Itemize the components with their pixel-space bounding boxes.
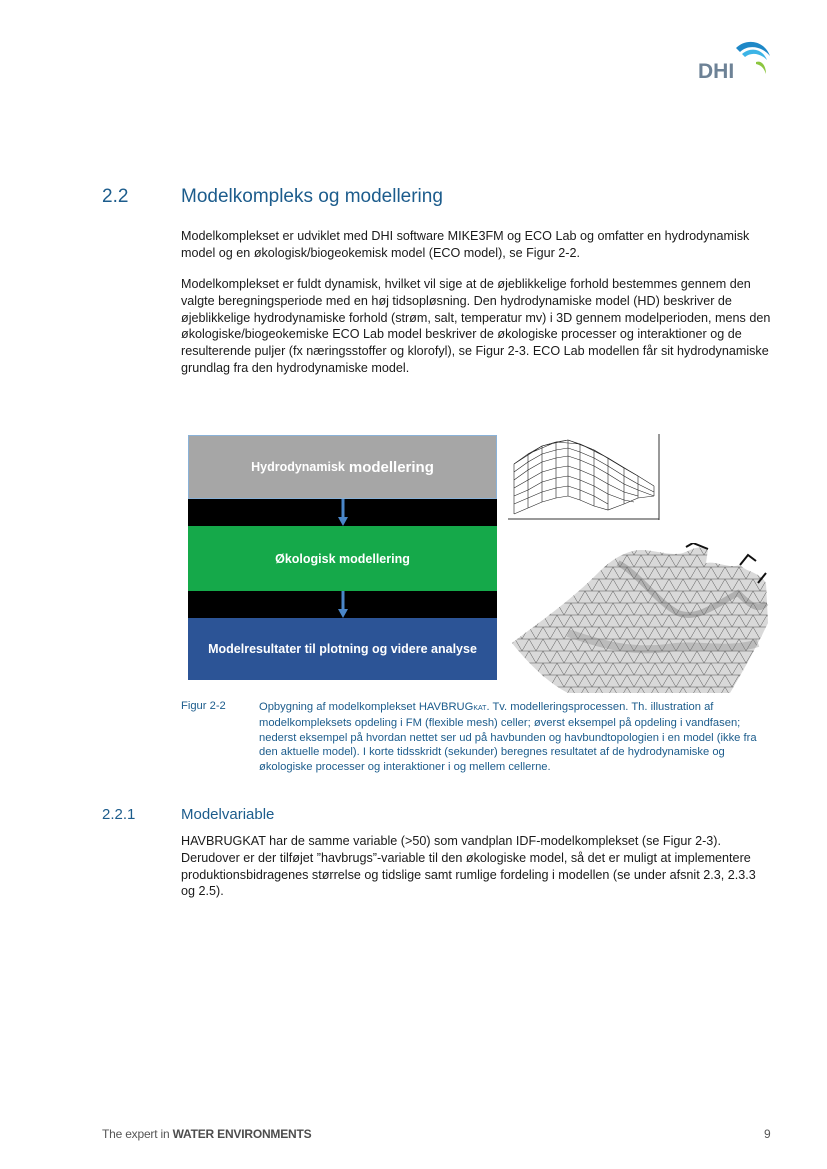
modelling-flow-diagram — [188, 435, 497, 680]
figure-caption — [259, 700, 775, 774]
section-number: 2.2 — [102, 186, 129, 207]
box-hydrodynamic — [188, 435, 497, 499]
arrow-down-icon — [338, 591, 348, 618]
caption-text-post: . Tv. modelleringsprocessen. Th. illustration af modelkompleksets opdeling i FM (flexible mesh) celler; øverst eksempel på opdeling i vandfasen; nederst eksempel på hvordan nettet ser ud på havbunden og havbundtopologien i en model (ikke fra den aktuelle model). I korte tidsskridt (sekunder) beregnes resultatet af de hydrodynamiske og økologiske processer og interaktioner i og mellem cellerne. — [259, 701, 757, 773]
logo-wave-light — [742, 50, 767, 60]
subsection-number: 2.2.1 — [102, 806, 136, 823]
caption-subscript: KAT — [473, 705, 487, 712]
paragraph-dynamics: Modelkomplekset er fuldt dynamisk, hvilket vil sige at de øjeblikkelige forhold bestemmes gennem den valgte beregningsperiode med en høj tidsopløsning. Den hydrodynamiske model (HD) beskriver de øjeblikkelige hydrodynamiske forhold (strøm, salt, temperatur mv) i 3D gennem modelperioden, mens den økologiske/biogeokemiske ECO Lab model beskriver de økologiske processer og interaktioner og de resulterende puljer (fx næringsstoffer og klorofyl), se Figur 2-3. ECO Lab modellen får sit hydrodynamiske grundlag fra den hydrodynamiske model. — [181, 277, 771, 375]
footer-tagline — [102, 1127, 311, 1141]
logo-wave-green — [756, 62, 766, 74]
subsection-title: Modelvariable — [181, 806, 275, 823]
box-hydrodynamic-label: Hydrodynamisk — [251, 460, 345, 474]
box-results: Modelresultater til plotning og videre analyse — [188, 618, 497, 680]
paragraph-intro: Modelkomplekset er udviklet med DHI software MIKE3FM og ECO Lab og omfatter en hydrodynamisk model og en økologisk/biogeokemisk model (ECO model), se Figur 2-2. — [181, 229, 750, 260]
arrow-down-icon — [338, 499, 348, 526]
water-column-mesh-illustration — [508, 434, 660, 520]
footer-tagline-pre: The expert in — [102, 1127, 170, 1141]
footer-tagline-bold: WATER ENVIRONMENTS — [172, 1127, 312, 1141]
logo-text: DHI — [698, 60, 735, 82]
seabed-mesh — [512, 547, 768, 693]
figure-label: Figur 2-2 — [181, 700, 226, 712]
seabed-mesh-illustration — [508, 543, 770, 693]
section-title: Modelkompleks og modellering — [181, 186, 443, 207]
page-number: 9 — [764, 1127, 771, 1141]
paragraph-model-variables: HAVBRUGKAT har de samme variable (>50) som vandplan IDF-modelkomplekset (se Figur 2-3). Derudover er der tilføjet ”havbrugs”-variable til den økologiske model, så det er muligt at implementere produktionsbidragenes størrelse og tidslige samt rumlige fordeling i modellen (se under afsnit 2.3, 2.3.3 og 2.5). — [181, 834, 756, 899]
box-hydrodynamic-label-big: modellering — [348, 458, 434, 476]
dhi-logo — [696, 38, 774, 82]
box-ecological: Økologisk modellering — [188, 526, 497, 591]
caption-text-pre: Opbygning af modelkomplekset HAVBRUG — [259, 701, 474, 713]
